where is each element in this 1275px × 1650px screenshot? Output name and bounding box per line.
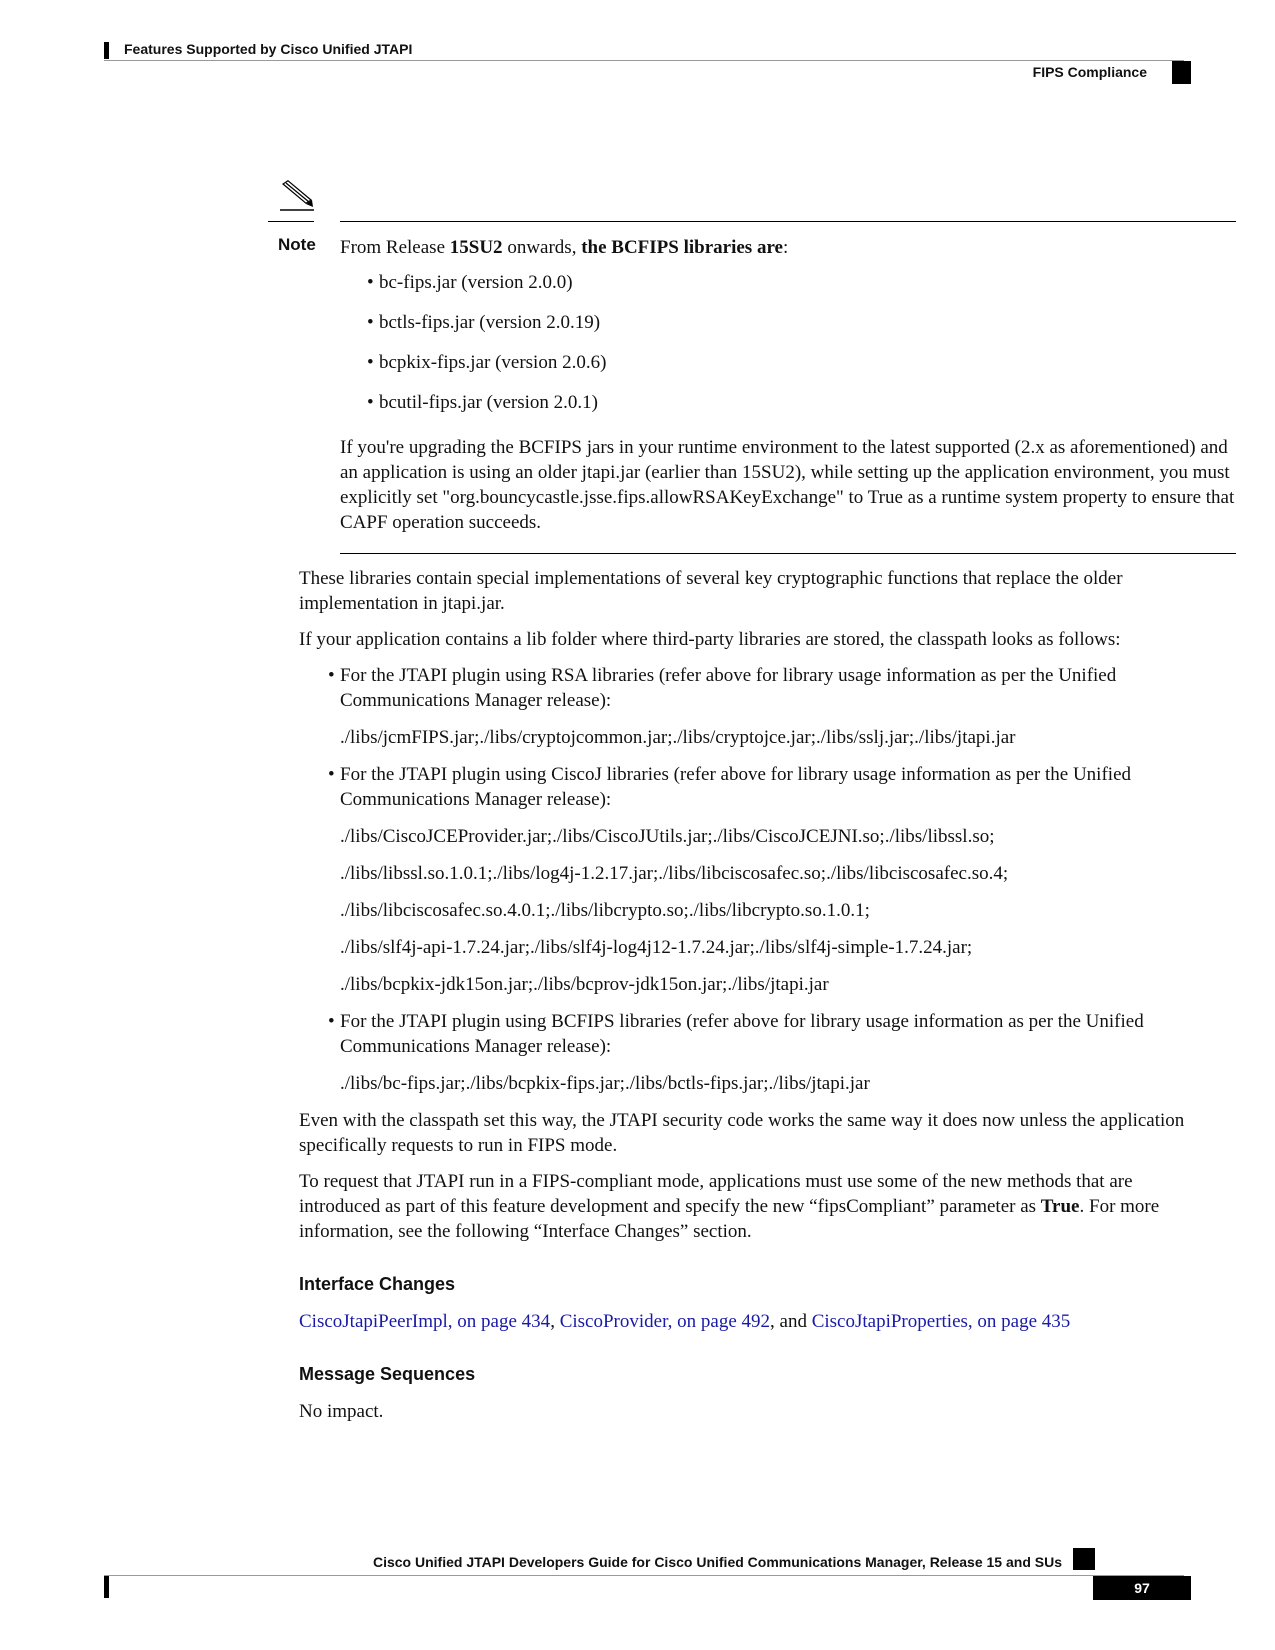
body-paragraph-3: Even with the classpath set this way, the JTAPI security code works the same way it does now unless the application specifically requests to run in FIPS mode.: [299, 1110, 1185, 1156]
note-paragraph: If you're upgrading the BCFIPS jars in your runtime environment to the latest supported (2.x as aforementioned) and an application is using an older jtapi.jar (earlier than 15SU2), while setting up the application environment, you must explicitly set "org.bouncycastle.jsse.fips.allowRSAKeyExchange" to True as a runtime system property to ensure that CAPF operation succeeds.: [340, 437, 1235, 533]
pencil-icon: [276, 178, 316, 214]
list-item: • bcutil-fips.jar (version 2.0.1): [367, 390, 1240, 415]
note-intro: [340, 235, 1240, 260]
interface-changes-links: [299, 1309, 1209, 1334]
note-intro-bold: the BCFIPS libraries are: [581, 237, 783, 258]
classpath-line: ./libs/CiscoJCEProvider.jar;./libs/CiscoJUtils.jar;./libs/CiscoJCEJNI.so;./libs/libssl.so;: [340, 826, 995, 847]
list-item: • bctls-fips.jar (version 2.0.19): [367, 310, 1240, 335]
list-item-text: • For the JTAPI plugin using RSA libraries (refer above for library usage information as per the Unified Communications Manager release):: [340, 665, 1117, 711]
classpath-line: ./libs/bc-fips.jar;./libs/bcpkix-fips.jar;./libs/bctls-fips.jar;./libs/jtapi.jar: [340, 1073, 870, 1094]
header-left-bar: [104, 42, 109, 59]
header-right-block: [1172, 61, 1191, 84]
footer-title: Cisco Unified JTAPI Developers Guide for Cisco Unified Communications Manager, Release 15 and SUs: [372, 1554, 1062, 1570]
classpath-line: ./libs/libciscosafec.so.4.0.1;./libs/libcrypto.so;./libs/libcrypto.so.1.0.1;: [340, 900, 870, 921]
link-separator: , and: [770, 1311, 812, 1332]
p4-text-pre: To request that JTAPI run in a FIPS-compliant mode, applications must use some of the new methods that are introduced as part of this feature development and specify the new “fipsCompliant” parameter as: [299, 1171, 1133, 1217]
header-rule: [104, 60, 1184, 61]
list-item: [299, 663, 1209, 750]
classpath-line: ./libs/bcpkix-jdk15on.jar;./libs/bcprov-jdk15on.jar;./libs/jtapi.jar: [340, 974, 829, 995]
link-ciscojtapipeerimpl[interactable]: CiscoJtapiPeerImpl, on page 434: [299, 1311, 551, 1332]
list-item: [299, 1009, 1209, 1096]
message-sequences-text: No impact.: [299, 1401, 384, 1422]
classpath-line: ./libs/libssl.so.1.0.1;./libs/log4j-1.2.17.jar;./libs/libciscosafec.so;./libs/libciscosafec.so.4;: [340, 863, 1009, 884]
link-separator: ,: [550, 1311, 560, 1332]
p4-bold-true: True: [1040, 1196, 1080, 1217]
classpath-list: [299, 663, 1209, 1096]
footer-left-bar: [104, 1576, 109, 1598]
page-number: 97: [1093, 1576, 1191, 1600]
list-item: • bc-fips.jar (version 2.0.0): [367, 270, 1240, 295]
body-paragraph-1: These libraries contain special implementations of several key cryptographic functions that replace the older implementation in jtapi.jar.: [299, 568, 1123, 614]
note-intro-pre: From Release: [340, 237, 450, 258]
note-body: [340, 235, 1240, 535]
list-item: [299, 762, 1209, 997]
note-intro-mid: onwards,: [502, 237, 582, 258]
main-content: [299, 566, 1209, 1435]
classpath-line: ./libs/jcmFIPS.jar;./libs/cryptojcommon.jar;./libs/cryptojce.jar;./libs/sslj.jar;./libs/jtapi.jar: [340, 727, 1016, 748]
link-ciscojtapiproperties[interactable]: CiscoJtapiProperties, on page 435: [811, 1311, 1071, 1332]
list-item-text: • For the JTAPI plugin using BCFIPS libraries (refer above for library usage information as per the Unified Communications Manager release):: [340, 1011, 1144, 1057]
message-sequences-heading: Message Sequences: [299, 1364, 476, 1384]
note-label: Note: [278, 235, 316, 254]
chapter-title: Features Supported by Cisco Unified JTAPI: [124, 41, 413, 57]
link-ciscoprovider[interactable]: CiscoProvider, on page 492: [559, 1311, 771, 1332]
note-rule-short: [268, 221, 314, 222]
p4-text-post: . For more information, see the following “Interface Changes” section.: [299, 1196, 1160, 1242]
section-title: FIPS Compliance: [1032, 64, 1147, 80]
interface-changes-heading: Interface Changes: [299, 1274, 456, 1294]
footer-rule: [104, 1575, 1184, 1576]
note-release: 15SU2: [449, 237, 503, 258]
bcfips-library-list: [367, 270, 1240, 415]
body-paragraph-2: If your application contains a lib folder where third-party libraries are stored, the classpath looks as follows:: [299, 629, 1121, 650]
body-paragraph-4: [299, 1169, 1209, 1244]
classpath-line: ./libs/slf4j-api-1.7.24.jar;./libs/slf4j-log4j12-1.7.24.jar;./libs/slf4j-simple-1.7.24.jar;: [340, 937, 973, 958]
note-rule-top: [340, 221, 1236, 222]
list-item-text: • For the JTAPI plugin using CiscoJ libraries (refer above for library usage information as per the Unified Communications Manager release):: [340, 764, 1131, 810]
list-item: • bcpkix-fips.jar (version 2.0.6): [367, 350, 1240, 375]
footer-block: [1073, 1548, 1095, 1570]
note-rule-bottom: [340, 553, 1236, 554]
note-intro-post: :: [782, 237, 789, 258]
